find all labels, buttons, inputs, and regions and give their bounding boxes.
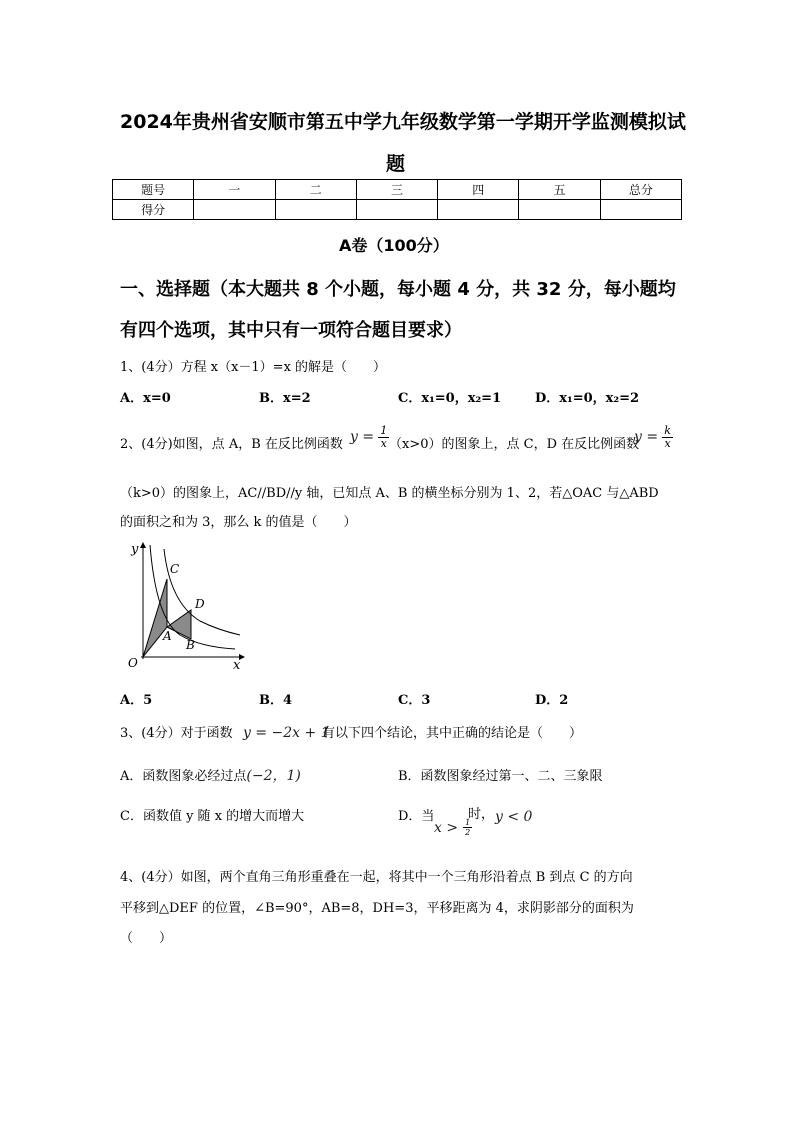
- q2-f1-den: x: [380, 437, 387, 450]
- table-cell: 一: [194, 180, 275, 200]
- table-cell-blank[interactable]: [356, 200, 437, 220]
- q3-d-cond-den: 2: [465, 828, 471, 837]
- q2-figure: [120, 537, 255, 672]
- table-cell-blank[interactable]: [600, 200, 681, 220]
- q2-stem-b: （x>0）的图象上，点 C，D 在反比例函数: [389, 437, 640, 452]
- table-cell: 总分: [600, 180, 681, 200]
- page-title-line1: 2024年贵州省安顺市第五中学九年级数学第一学期开学监测模拟试: [120, 111, 686, 133]
- section-heading-line2: 有四个选项，其中只有一项符合题目要求）: [120, 320, 462, 341]
- q2-fraction-2: [662, 425, 673, 450]
- q3-option-d[interactable]: [398, 805, 434, 824]
- label-b: B: [186, 638, 195, 652]
- q3-option-d-mid: 时，: [468, 807, 495, 822]
- q3-option-d-prefix: D．当: [398, 809, 435, 824]
- q3-option-a-point: (−2，1): [246, 768, 301, 784]
- q2-stem-line2: （k>0）的图象上，AC//BD//y 轴，已知点 A、B 的横坐标分别为 1、2，若△OAC 与△ABD: [120, 486, 659, 501]
- label-a: A: [163, 629, 172, 643]
- q3-option-c[interactable]: C．函数值 y 随 x 的增大而增大: [120, 809, 305, 824]
- score-table-header-row: [113, 180, 682, 200]
- q3-option-d-result: y < 0: [495, 809, 533, 825]
- q2-f2-num: k: [664, 424, 671, 437]
- q2-y2: y =: [634, 429, 659, 445]
- label-o: O: [128, 656, 138, 670]
- q3-option-a-text: A．函数图象必经过点: [120, 769, 247, 784]
- q2-function-2: [634, 425, 673, 450]
- table-cell-blank[interactable]: [519, 200, 600, 220]
- q3-option-b[interactable]: B．函数图象经过第一、二、三象限: [398, 769, 603, 784]
- q2-y1: y =: [350, 429, 375, 445]
- label-c: C: [170, 562, 180, 576]
- q2-option-b[interactable]: B．4: [259, 693, 293, 708]
- q1-stem: 1、(4分）方程 x（x－1）=x 的解是（ ）: [120, 360, 387, 375]
- q1-option-b[interactable]: B．x=2: [259, 391, 311, 406]
- table-cell: 得分: [113, 200, 194, 220]
- q3-stem-a: 3、(4分）对于函数: [120, 726, 233, 741]
- table-cell: 题号: [113, 180, 194, 200]
- q2-option-c[interactable]: C．3: [398, 693, 431, 708]
- q1-option-a[interactable]: A．x=0: [120, 391, 171, 406]
- q3-stem-b: 有以下四个结论，其中正确的结论是（ ）: [322, 726, 583, 741]
- table-cell: 四: [438, 180, 519, 200]
- q2-f2-den: x: [664, 437, 671, 450]
- q2-function-1: [350, 425, 389, 450]
- q4-stem-line2: 平移到△DEF 的位置，∠B=90°，AB=8，DH=3，平移距离为 4，求阴影部分的面积为: [120, 901, 634, 916]
- label-x: x: [233, 658, 241, 672]
- q2-option-d[interactable]: D．2: [535, 693, 569, 708]
- q2-stem-a: 2、(4分)如图，点 A，B 在反比例函数: [120, 437, 343, 452]
- table-cell-blank[interactable]: [275, 200, 356, 220]
- triangle-oac: [143, 579, 167, 657]
- q4-stem-line3: （ ）: [120, 931, 173, 946]
- q3-d-cond-num: 1: [465, 818, 471, 827]
- q1-option-d[interactable]: D．x₁=0，x₂=2: [535, 391, 640, 406]
- table-cell-blank[interactable]: [438, 200, 519, 220]
- score-table: [112, 179, 682, 220]
- q2-stem-line3: 的面积之和为 3，那么 k 的值是（ ）: [120, 515, 357, 530]
- q3-d-cond-fraction: [463, 818, 472, 837]
- q3-d-cond-x: x >: [434, 820, 459, 836]
- q2-fraction-1: [378, 425, 389, 450]
- q1-option-c[interactable]: C．x₁=0，x₂=1: [398, 391, 502, 406]
- table-cell: 五: [519, 180, 600, 200]
- q3-function: y = −2x + 1: [243, 725, 330, 741]
- section-heading-line1: 一、选择题（本大题共 8 个小题，每小题 4 分，共 32 分，每小题均: [120, 279, 676, 300]
- q4-stem-line1: 4、(4分）如图，两个直角三角形重叠在一起，将其中一个三角形沿着点 B 到点 C 的方向: [120, 870, 633, 885]
- table-cell: 二: [275, 180, 356, 200]
- score-table-score-row: [113, 200, 682, 220]
- table-cell: 三: [356, 180, 437, 200]
- q3-option-d-condition: [434, 817, 472, 837]
- q2-option-a[interactable]: A．5: [120, 693, 153, 708]
- page-title-line2: 题: [386, 153, 406, 175]
- q3-option-a[interactable]: [120, 765, 301, 785]
- label-d: D: [195, 597, 205, 611]
- table-cell-blank[interactable]: [194, 200, 275, 220]
- label-y: y: [131, 542, 139, 557]
- volume-title: A卷（100分）: [339, 236, 449, 255]
- q2-f1-num: 1: [380, 424, 388, 437]
